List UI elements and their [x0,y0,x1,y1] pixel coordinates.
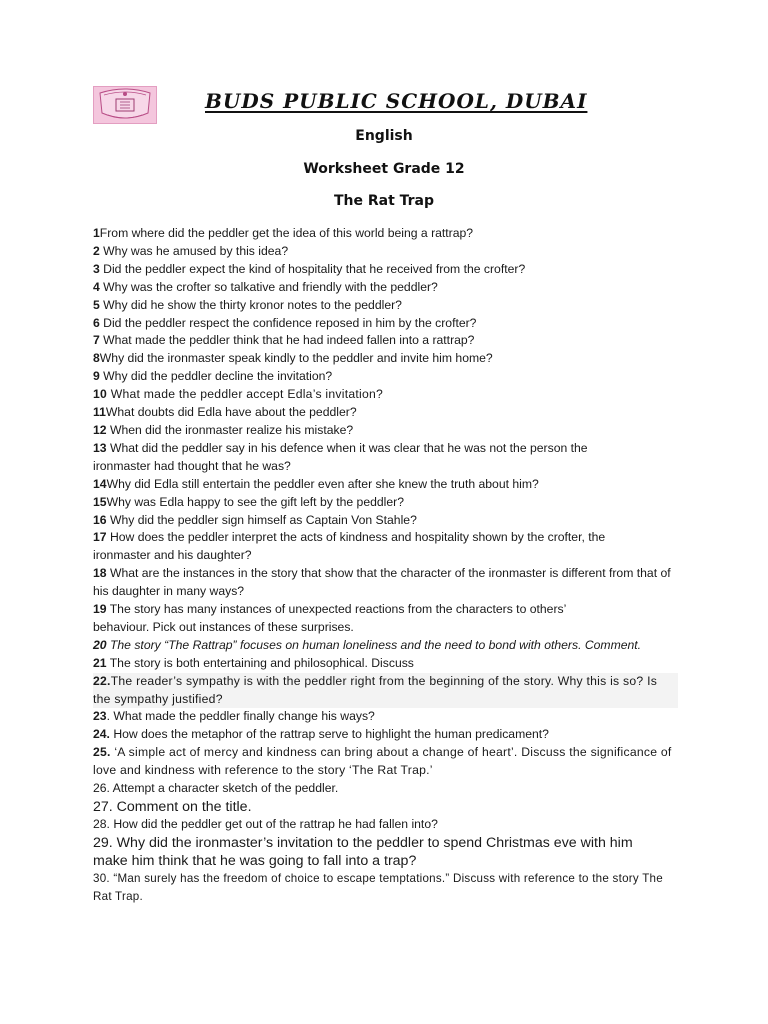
school-crest-icon [93,86,157,124]
question-item: 8Why did the ironmaster speak kindly to the peddler and invite him home? [93,351,493,366]
question-item: 14Why did Edla still entertain the peddler even after she knew the truth about him? [93,476,539,491]
question-item: 21 The story is both entertaining and philosophical. Discuss [93,655,414,670]
question-list [93,225,678,906]
question-item: 28. How did the peddler get out of the rattrap he had fallen into? [93,817,438,831]
question-item: 26. Attempt a character sketch of the peddler. [93,781,339,796]
question-item: 29. Why did the ironmaster’s invitation to the peddler to spend Christmas eve with him make him think that he was going to fall into a trap? [93,834,633,869]
question-item: 18 What are the instances in the story that show that the character of the ironmaster is different from that of his daughter in many ways? [93,566,671,599]
question-item: 9 Why did the peddler decline the invitation? [93,369,333,384]
question-item: 22.The reader’s sympathy is with the peddler right from the beginning of the story. Why this is so? Is the sympathy justified? [93,673,678,709]
question-item: 30. “Man surely has the freedom of choice to escape temptations.” Discuss with reference to the story The Rat Trap. [93,871,663,903]
question-item: 16 Why did the peddler sign himself as Captain Von Stahle? [93,512,417,527]
question-item: 12 When did the ironmaster realize his mistake? [93,422,354,437]
question-item: 11What doubts did Edla have about the peddler? [93,405,357,420]
worksheet-title: Worksheet Grade 12 [303,161,465,177]
question-item: 10 What made the peddler accept Edla’s invitation? [93,387,384,402]
question-item: 7 What made the peddler think that he had indeed fallen into a rattrap? [93,333,475,348]
question-item: 6 Did the peddler respect the confidence reposed in him by the crofter? [93,315,477,330]
question-item: 15Why was Edla happy to see the gift left by the peddler? [93,494,404,509]
question-item: 13 What did the peddler say in his defence when it was clear that he was not the person the ironmaster had thought that he was? [93,440,588,473]
question-item: 24. How does the metaphor of the rattrap serve to highlight the human predicament? [93,727,549,742]
document-header [93,86,633,126]
question-item: 2 Why was he amused by this idea? [93,243,289,258]
question-item: 3 Did the peddler expect the kind of hospitality that he received from the crofter? [93,261,526,276]
question-item: 1From where did the peddler get the idea of this world being a rattrap? [93,226,474,240]
subject-title: English [355,128,413,144]
question-item: 27. Comment on the title. [93,799,252,815]
question-item: 23. What made the peddler finally change his ways? [93,709,375,724]
question-item: 5 Why did he show the thirty kronor notes to the peddler? [93,297,402,312]
chapter-title: The Rat Trap [333,193,435,209]
question-item: 19 The story has many instances of unexpected reactions from the characters to others’ behaviour. Pick out instances of these surprises. [93,602,566,634]
question-item: 20 The story “The Rattrap” focuses on human loneliness and the need to bond with others. Comment. [93,637,642,652]
question-item: 4 Why was the crofter so talkative and friendly with the peddler? [93,279,438,294]
question-item: 17 How does the peddler interpret the acts of kindness and hospitality shown by the crofter, the ironmaster and his daughter? [93,530,606,563]
school-name: BUDS PUBLIC SCHOOL, DUBAI [205,89,588,113]
question-item: 25. ‘A simple act of mercy and kindness can bring about a change of heart’. Discuss the significance of love and kindness with reference to the story ‘The Rat Trap.’ [93,745,672,778]
